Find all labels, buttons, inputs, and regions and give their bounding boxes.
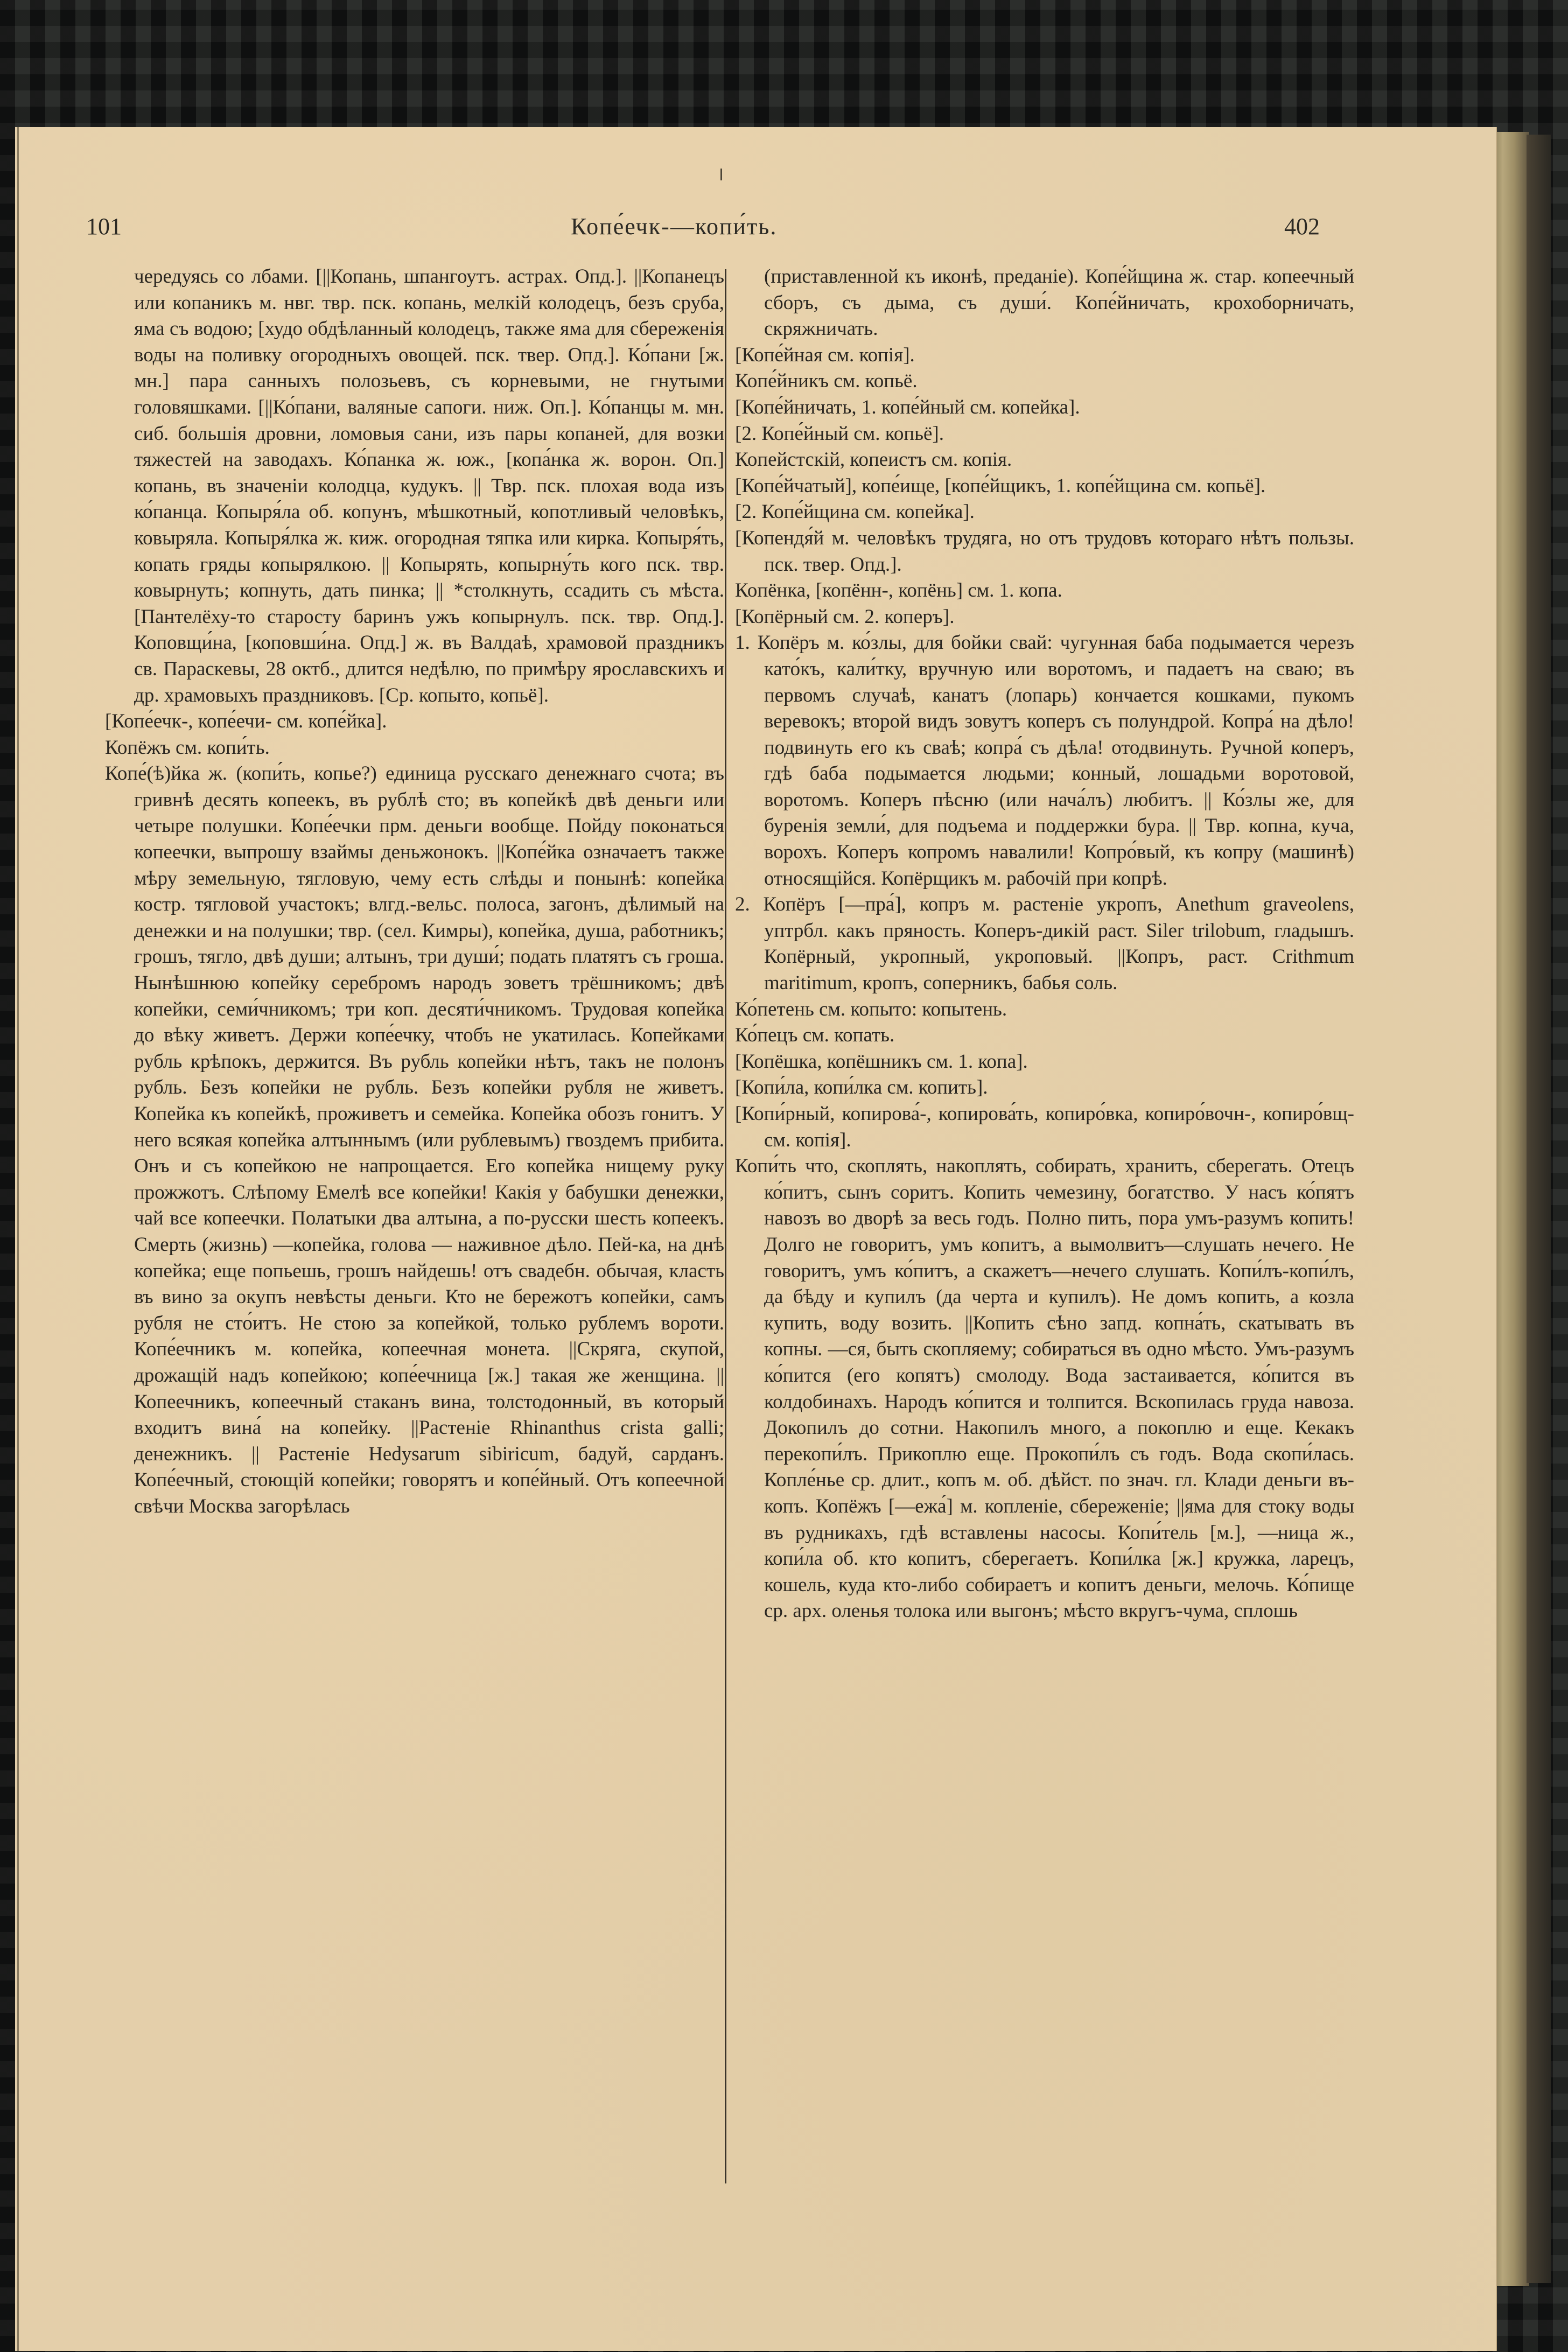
left-column (105, 264, 724, 1520)
dictionary-entry: Ко́петень см. копыто: копытень. (735, 998, 1007, 1020)
book-page-edges (1492, 132, 1529, 2286)
dictionary-entry: [Копе́йничать, 1. копе́йный см. копейка]. (735, 396, 1080, 418)
page-number-right: 402 (1284, 213, 1320, 240)
dictionary-entry: [Копи́рный, копирова́-, копирова́ть, копиро́вка, копиро́вочн-, копиро́вщ- см. копія]. (735, 1103, 1354, 1151)
running-head-title: Копе́ечк-—копи́ть. (571, 213, 778, 240)
dictionary-entry: 1. Копёръ м. ко́злы, для бойки свай: чугунная баба подымается черезъ като́къ, кали́тку, вручную или воротомъ, и падаетъ на сваю; въ первомъ случаѣ, канатъ (лопарь) кончается кошками, пукомъ веревокъ; второй видъ зовутъ коперъ съ полундрой. Копра́ на дѣло! подвинуть его къ сваѣ; копра́ съ дѣла! отодвинуть. Ручной коперъ, гдѣ баба подымается людьми; конный, лошадьми воротовой, воротомъ. Коперъ пѣсню (или нача́лъ) любитъ. || Ко́злы же, для буренія земли́, для подъема и поддержки бура. || Твр. копна, куча, ворохъ. Коперъ копромъ навалили! Копро́вый, къ копру (машинѣ) относящійся. Копёрщикъ м. рабочій при копрѣ. (735, 632, 1354, 890)
dictionary-entry: Копе́йникъ см. копьё. (735, 370, 918, 393)
book-cover-edge (1527, 135, 1551, 2283)
dictionary-entry: [2. Копе́йный см. копьё]. (735, 422, 944, 445)
dictionary-entry: [Копёрный см. 2. коперъ]. (735, 605, 955, 628)
page-number-left: 101 (86, 213, 122, 240)
dictionary-entry: Ко́пецъ см. копать. (735, 1024, 895, 1047)
dictionary-entry: Копёнка, [копённ-, копёнь] см. 1. копа. (735, 579, 1062, 602)
print-mark (720, 169, 722, 180)
dictionary-entry: [Копе́ечк-, копе́ечи- см. копе́йка]. (105, 710, 387, 733)
dictionary-entry: [Копе́йная см. копія]. (735, 344, 915, 366)
page-gutter-line (17, 127, 19, 2351)
dictionary-entry: 2. Копёръ [—пра́], копръ м. растеніе укропъ, Anethum graveolens, уптрбл. какъ пряность. Коперъ-дикій раст. Siler trilobum, гладышъ. Копёрный, укропный, укроповый. ||Копръ, раст. Crithmum maritimum, кропъ, соперникъ, бабья соль. (735, 893, 1354, 995)
dictionary-entry: [Копи́ла, копи́лка см. копить]. (735, 1076, 988, 1099)
entry-continuation: чередуясь со лбами. [||Копань, шпангоутъ. астрах. Опд.]. ||Копанецъ или копаникъ м. нвг. твр. пск. копань, мелкій колодецъ, безъ сруба, яма съ водою; [худо обдѣланный колодецъ, также яма для сбереженія воды на поливку огородныхъ овощей. пск. твер. Опд.]. Ко́пани [ж. мн.] пара санныхъ полозьевъ, съ корневыми, не гнутыми головяшками. [||Ко́пани, валяные сапоги. ниж. Оп.]. Ко́панцы м. мн. сиб. большія дровни, ломовыя сани, изъ пары копаней, для возки тяжестей на заводахъ. Ко́панка ж. юж., [копа́нка ж. ворон. Оп.] копань, въ значеніи колодца, кудукъ. || Твр. пск. плохая вода изъ ко́панца. Копыря́ла об. копунъ, мѣшкотный, копотливый человѣкъ, ковыряла. Копыря́лка ж. киж. огородная тяпка или кирка. Копыря́ть, копать гряды копырялкою. || Копырять, копырну́ть кого пск. твр. ковырнуть; копнуть, дать пинка; || *столкнуть, ссадить съ мѣста. [Пантелёху-то старосту баринъ ужъ копырнулъ. пск. твр. Опд.]. Коповщи́на, [коповши́на. Опд.] ж. въ Валдаѣ, храмовой праздникъ св. Параскевы, 28 октб., длится недѣлю, по примѣру ярославскихъ и др. храмовыхъ праздниковъ. [Ср. копыто, копьё]. (134, 265, 724, 706)
dictionary-entry: Копе́(ѣ)йка ж. (копи́ть, копье?) единица русскаго денежнаго счота; въ гривнѣ десять копеекъ, въ рублѣ сто; въ копейкѣ двѣ деньги или четыре полушки. Копе́ечки прм. деньги вообще. Пойду поконаться копеечки, выпрошу взаймы деньжонокъ. ||Копе́йка означаетъ также мѣру земельную, тягловую, чему есть слѣды и понынѣ: копейка костр. тягловой участокъ; влгд.-вельс. полоса, загонъ, дѣлимый на денежки и на полушки; твр. (сел. Кимры), копейка, душа, работникъ; грошъ, тягло, двѣ души; алтынъ, три души́; подать платятъ съ гроша. Нынѣшнюю копейку серебромъ народъ зоветъ трёшникомъ; двѣ копейки, семи́чникомъ; три коп. десяти́чникомъ. Трудовая копейка до вѣку живетъ. Держи копе́ечку, чтобъ не укатилась. Копейками рубль крѣпокъ, держится. Въ рубль копейки нѣтъ, такъ не полонъ рубль. Безъ копейки не рубль. Безъ копейки рубля не живетъ. Копейка къ копейкѣ, проживетъ и семейка. Копейка обозъ гонитъ. У него всякая копейка алтыннымъ (или рублевымъ) гвоздемъ прибита. Онъ и съ копейкою не напрощается. Его копейка нищему руку прожжотъ. Слѣпому Емелѣ все копейки! Какія у бабушки денежки, чай все копеечки. Полатыки два алтына, а по-русски шесть копеекъ. Смерть (жизнь) —копейка, голова — наживное дѣло. Пей-ка, на днѣ копейка; еще попьешь, грошъ найдешь! отъ свадебн. обычая, класть въ вино за окупъ невѣсты деньги. Кто не бережотъ копейки, самъ рубля не сто́итъ. Не стою за копейкой, только рублемъ вороти. Копе́ечникъ м. копейка, копеечная монета. ||Скряга, скупой, дрожащій надъ копейкою; копе́ечница [ж.] такая же женщина. || Копеечникъ, копеечный стаканъ вина, толстодонный, въ который входитъ вина́ на копейку. ||Растеніе Rhinanthus crista galli; денежникъ. || Растеніе Hedysarum sibiricum, бадуй, сарданъ. Копе́ечный, стоющій копейки; говорятъ и копе́йный. Отъ копеечной свѣчи Москва загорѣлась (105, 762, 724, 1517)
entry-continuation: (приставленной къ иконѣ, преданіе). Копе́йщина ж. стар. копеечный сборъ, съ дыма, съ души́. Копе́йничать, крохоборничать, скряжничать. (764, 265, 1354, 340)
column-divider (725, 269, 726, 2183)
dictionary-entry: Копёжъ см. копи́ть. (105, 736, 270, 759)
dictionary-entry: Копейстскій, копеистъ см. копія. (735, 449, 1012, 471)
dictionary-entry: [Копендя́й м. человѣкъ трудяга, но отъ трудовъ котораго нѣтъ пользы. пск. твер. Опд.]. (735, 527, 1354, 576)
dictionary-entry: [Копе́йчатый], копе́ище, [копе́йщикъ, 1. копе́йщина см. копьё]. (735, 474, 1266, 497)
right-column (735, 264, 1354, 1625)
dictionary-entry: [Копёшка, копёшникъ см. 1. копа]. (735, 1050, 1028, 1073)
dictionary-entry: Копи́ть что, скоплять, накоплять, собирать, хранить, сберегать. Отецъ ко́питъ, сынъ соритъ. Копить чемезину, богатство. У насъ ко́пятъ навозъ во дворѣ за весь годъ. Полно пить, пора умъ-разумъ копить! Долго не говоритъ, умъ копитъ, а вымолвитъ—слушать нечего. Не говоритъ, умъ ко́питъ, а скажетъ—нечего слушать. Копи́лъ-копи́лъ, да бѣду и купилъ (да черта и купилъ). Не домъ копить, а козла купить, воду возить. ||Копить сѣно запд. копна́ть, скатывать въ копны. —ся, быть скопляему; собираться въ одно мѣсто. Умъ-разумъ ко́пится (его копятъ) смолоду. Вода застаивается, ко́пится въ колдобинахъ. Народъ ко́пится и толпится. Вскопилась груда навоза. Докопилъ до сотни. Накопилъ много, а покоплю и еще. Кекакъ перекопи́лъ. Прикоплю еще. Прокопи́лъ съ годъ. Вода скопи́лась. Копле́нье ср. длит., копъ м. об. дѣйст. по знач. гл. Клади деньги въ-копъ. Копёжъ [—ежа́] м. копленіе, сбереженіе; ||яма для стоку воды въ рудникахъ, гдѣ вставлены насосы. Копи́тель [м.], —ница ж., копи́ла об. кто копитъ, сберегаетъ. Копи́лка [ж.] кружка, ларецъ, кошель, куда кто-либо собираетъ и копитъ деньги, мелочь. Ко́пище ср. арх. оленья толока или выгонъ; мѣсто вкругъ-чума, сплошь (735, 1155, 1354, 1622)
dictionary-entry: [2. Копе́йщина см. копейка]. (735, 501, 975, 523)
running-head (0, 213, 1497, 245)
